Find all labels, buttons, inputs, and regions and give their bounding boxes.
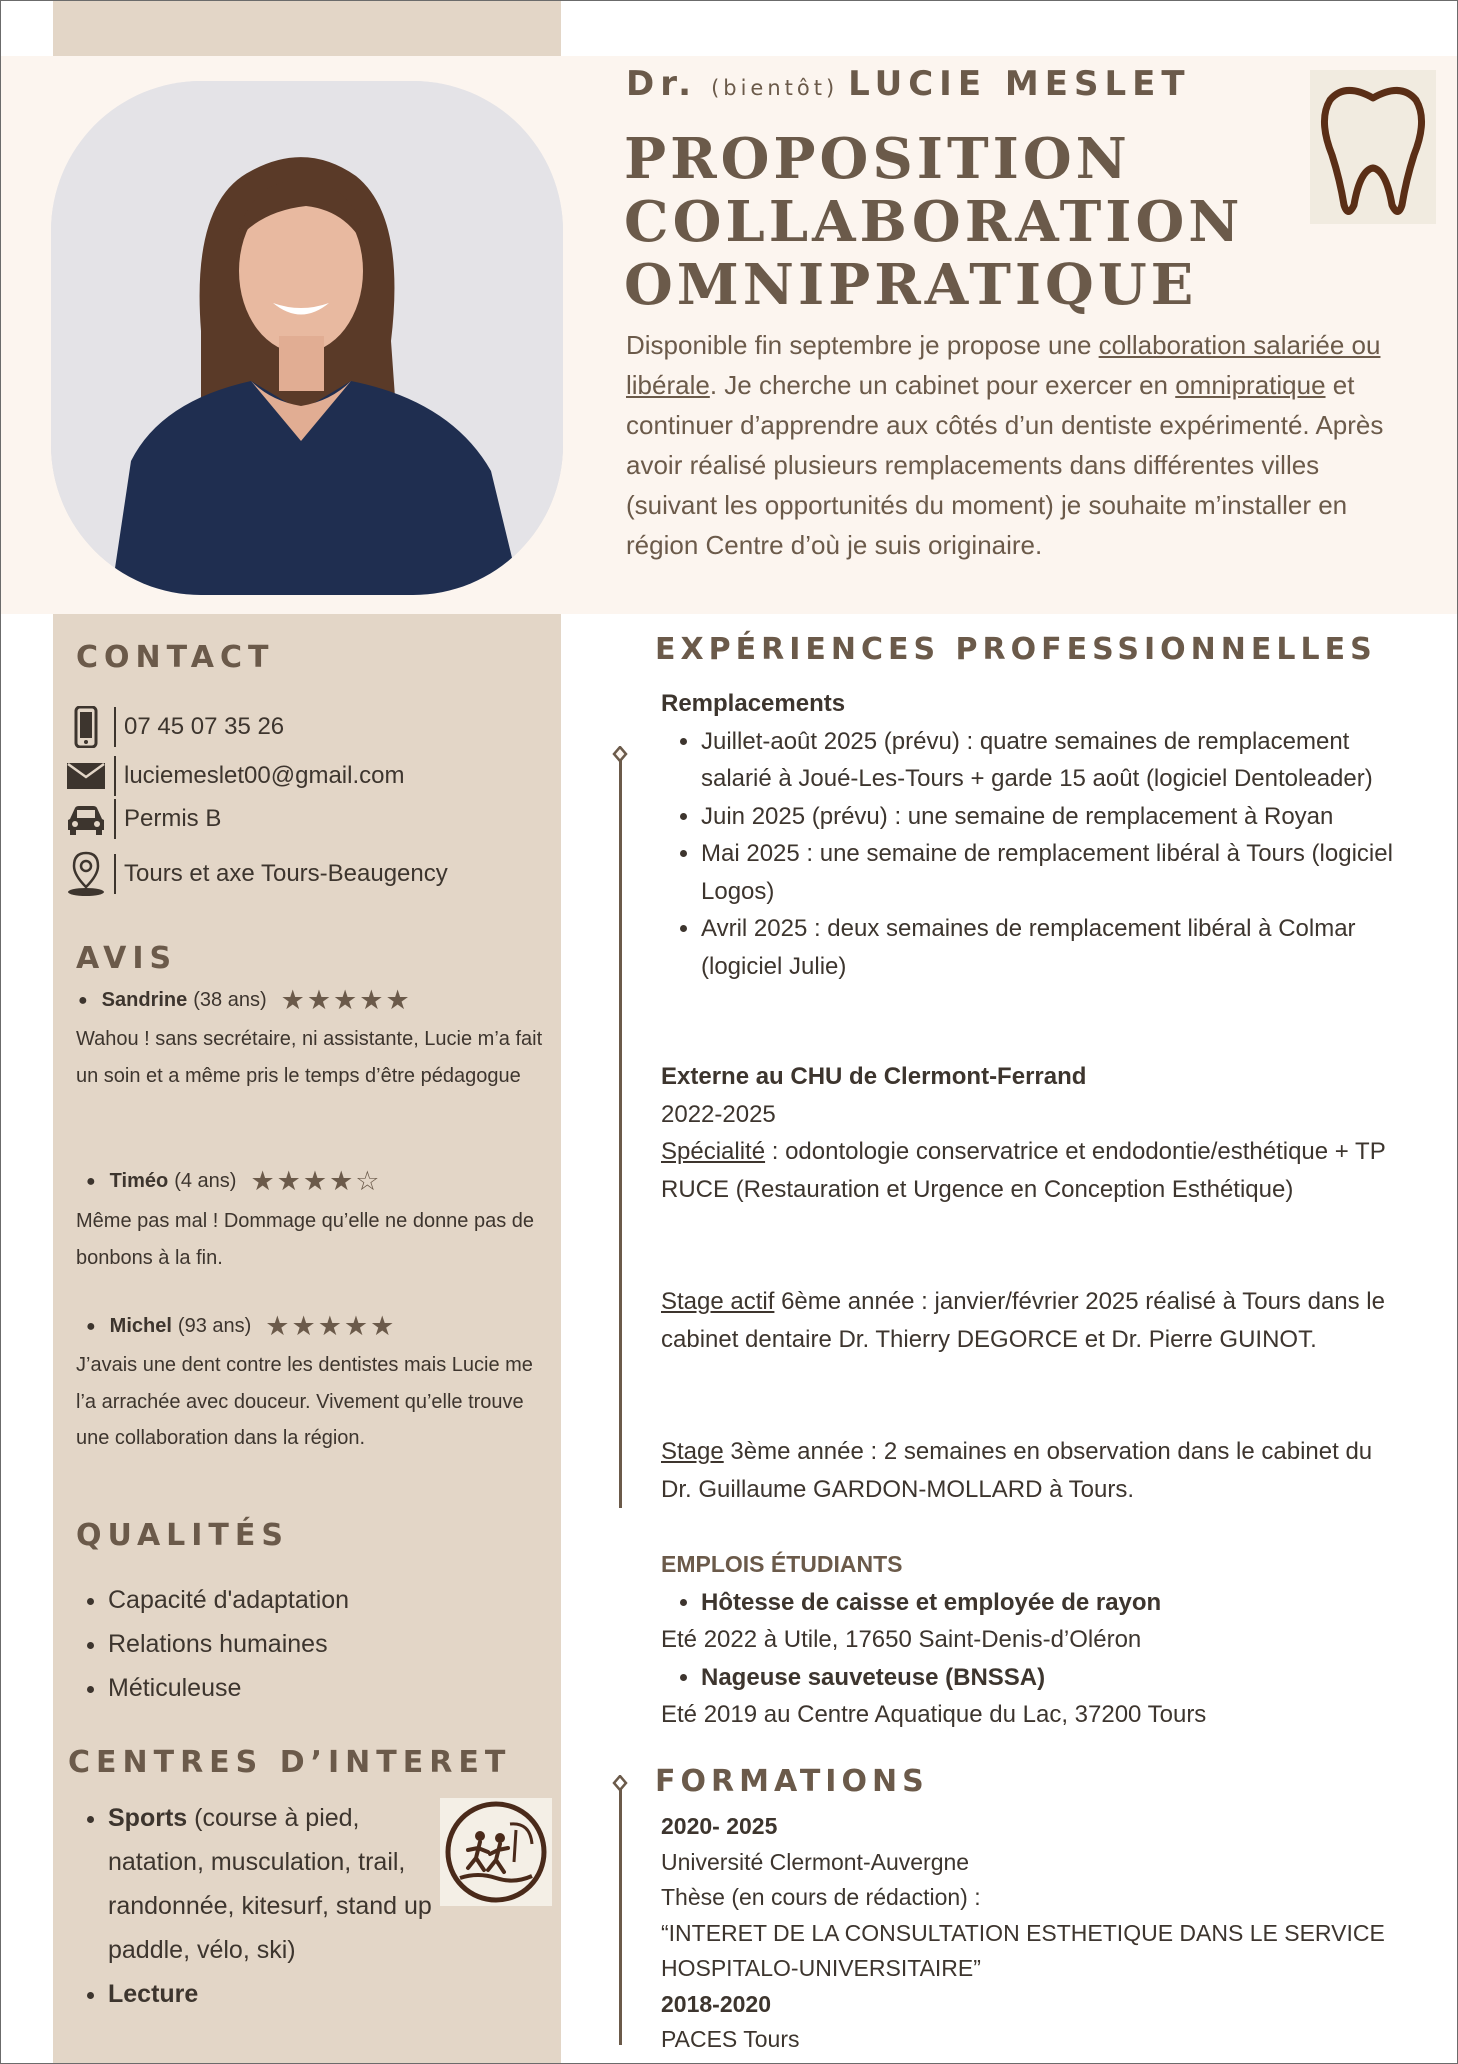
phone-icon bbox=[66, 705, 106, 749]
education-school-1: Université Clermont-Auvergne bbox=[661, 1848, 970, 1875]
list-item: • Mai 2025 : une semaine de remplacement libéral à Tours (logiciel Logos) bbox=[701, 835, 1401, 910]
specialty-detail: : odontologie conservatrice et endodontie/esthétique + TP RUCE (Restauration et Urgence en Conception Esthétique) bbox=[661, 1138, 1386, 1203]
contact-email-row bbox=[66, 753, 404, 799]
reviewer-age: (4 ans) bbox=[174, 1170, 237, 1192]
tooth-icon bbox=[1310, 70, 1436, 224]
rating-stars: ★★★★☆ bbox=[250, 1166, 382, 1196]
replacements-section bbox=[661, 685, 1401, 985]
list-item: • Capacité d'adaptation bbox=[108, 1578, 349, 1622]
interests-heading: CENTRES D’INTERET bbox=[68, 1745, 512, 1780]
chu-title: Externe au CHU de Clermont-Ferrand bbox=[661, 1063, 1087, 1090]
doctor-name bbox=[626, 64, 1191, 104]
review-header-1: ● Sandrine (38 ans) ★★★★★ bbox=[78, 985, 412, 1015]
profile-photo bbox=[51, 81, 563, 595]
location-text: Tours et axe Tours-Beaugency bbox=[124, 860, 448, 887]
contact-heading: CONTACT bbox=[76, 640, 275, 675]
sports-detail: (course à pied, natation, musculation, trail, randonnée, kitesurf, stand up paddle, vélo, ski) bbox=[108, 1804, 432, 1964]
list-item: • Relations humaines bbox=[108, 1622, 349, 1666]
mail-icon bbox=[66, 754, 106, 798]
reviewer-age: (93 ans) bbox=[177, 1315, 252, 1337]
review-text-1: Wahou ! sans secrétaire, ni assistante, Lucie m’a fait un soin et a même pris le temps d’être pédagogue bbox=[76, 1028, 543, 1087]
experience-heading: EXPÉRIENCES PROFESSIONNELLES bbox=[655, 632, 1377, 667]
specialty-text bbox=[661, 1133, 1401, 1208]
timeline-marker-icon bbox=[612, 1775, 628, 1791]
email-address: luciemeslet00@gmail.com bbox=[124, 762, 405, 789]
stage-actif-label: Stage actif bbox=[661, 1288, 775, 1315]
rating-stars: ★★★★★ bbox=[265, 1311, 397, 1341]
qualities-list bbox=[76, 1578, 349, 1710]
job2-detail: Eté 2019 au Centre Aquatique du Lac, 37200 Tours bbox=[661, 1701, 1207, 1728]
job1-title: Hôtesse de caisse et employée de rayon bbox=[701, 1588, 1162, 1616]
list-item: • Juillet-août 2025 (prévu) : quatre semaines de remplacement salarié à Joué-Les-Tours + garde 15 août (logiciel Dentoleader) bbox=[701, 723, 1401, 798]
reviewer-age: (38 ans) bbox=[193, 989, 267, 1011]
contact-phone-row bbox=[66, 704, 284, 750]
stage-actif-detail: 6ème année : janvier/février 2025 réalisé à Tours dans le cabinet dentaire Dr. Thierry DEGORCE et Dr. Pierre GUINOT. bbox=[661, 1288, 1385, 1353]
reviews-heading: AVIS bbox=[76, 941, 178, 976]
intro-paragraph bbox=[626, 325, 1396, 565]
title-line-2: COLLABORATION bbox=[624, 189, 1244, 255]
title-line-3: OMNIPRATIQUE bbox=[624, 252, 1198, 318]
intro-highlight-omnipratique: omnipratique bbox=[1175, 370, 1326, 400]
list-item: • Avril 2025 : deux semaines de remplacement libéral à Colmar (logiciel Julie) bbox=[701, 910, 1401, 985]
full-name: LUCIE MESLET bbox=[848, 64, 1191, 104]
intro-text-2: . Je cherche un cabinet pour exercer en bbox=[709, 370, 1176, 400]
review-text-2: Même pas mal ! Dommage qu’elle ne donne pas de bonbons à la fin. bbox=[76, 1210, 535, 1269]
education-heading: FORMATIONS bbox=[655, 1764, 929, 1799]
phone-number: 07 45 07 35 26 bbox=[124, 713, 285, 740]
replacements-list bbox=[661, 723, 1401, 986]
student-jobs-title: EMPLOIS ÉTUDIANTS bbox=[661, 1551, 903, 1577]
intro-text-1: Disponible fin septembre je propose une bbox=[626, 330, 1099, 360]
thesis-label: Thèse (en cours de rédaction) : bbox=[661, 1884, 981, 1910]
sports-label: Sports bbox=[108, 1804, 188, 1832]
soon-label: (bientôt) bbox=[711, 76, 839, 100]
rating-stars: ★★★★★ bbox=[280, 985, 412, 1015]
intro-text-3: et continuer d’apprendre aux côtés d’un dentiste expérimenté. Après avoir réalisé plusieurs remplacements dans différentes villes (suivant les opportunités du moment) je souhaite m’installer en région Centre d’où je suis originaire. bbox=[626, 370, 1384, 560]
contact-separator bbox=[114, 756, 116, 796]
education-timeline bbox=[619, 1783, 622, 2045]
replacements-title: Remplacements bbox=[661, 690, 846, 717]
car-icon bbox=[66, 797, 106, 841]
stage-actif-section bbox=[661, 1283, 1401, 1358]
student-jobs-section bbox=[661, 1546, 1401, 1734]
education-period-2: 2018-2020 bbox=[661, 1990, 771, 2017]
reviewer-name: Michel bbox=[109, 1315, 172, 1337]
experience-timeline bbox=[619, 753, 622, 1508]
sports-logo-icon bbox=[440, 1798, 552, 1906]
reading-label: Lecture bbox=[108, 1980, 199, 2008]
list-item: • Méticuleuse bbox=[108, 1666, 349, 1710]
driving-license: Permis B bbox=[124, 805, 222, 832]
qualities-heading: QUALITÉS bbox=[76, 1518, 289, 1553]
education-school-2: PACES Tours bbox=[661, 2026, 800, 2052]
stage-section bbox=[661, 1433, 1401, 1508]
review-text-3: J’avais une dent contre les dentistes mais Lucie me l’a arrachée avec douceur. Vivement qu’elle trouve une collaboration dans la région. bbox=[76, 1354, 533, 1449]
list-item bbox=[701, 1584, 1401, 1622]
dr-prefix: Dr. bbox=[626, 64, 698, 104]
education-section bbox=[661, 1809, 1401, 2058]
contact-license-row bbox=[66, 796, 221, 842]
contact-separator bbox=[114, 707, 116, 747]
reviewer-name: Sandrine bbox=[101, 989, 188, 1011]
education-period-1: 2020- 2025 bbox=[661, 1813, 778, 1839]
title-line-1: PROPOSITION bbox=[624, 126, 1131, 192]
intro-highlight-collaboration: collaboration salariée ou libérale bbox=[626, 330, 1381, 400]
reviewer-name: Timéo bbox=[109, 1170, 169, 1192]
contact-separator bbox=[114, 854, 116, 894]
list-item bbox=[108, 1972, 438, 2016]
review-header-3: ● Michel (93 ans) ★★★★★ bbox=[86, 1311, 397, 1341]
page-title bbox=[624, 128, 1243, 317]
thesis-title: “INTERET DE LA CONSULTATION ESTHETIQUE DANS LE SERVICE HOSPITALO-UNIVERSITAIRE” bbox=[661, 1919, 1385, 1981]
sidebar-top-strip bbox=[53, 0, 561, 56]
list-item bbox=[108, 1796, 438, 1972]
specialty-label: Spécialité bbox=[661, 1138, 766, 1165]
timeline-marker-icon bbox=[612, 746, 628, 762]
contact-separator bbox=[114, 799, 116, 839]
stage-label: Stage bbox=[661, 1438, 724, 1465]
location-pin-icon bbox=[66, 852, 106, 896]
chu-section bbox=[661, 1058, 1401, 1208]
interests-list bbox=[76, 1796, 438, 2016]
review-header-2: ● Timéo (4 ans) ★★★★☆ bbox=[86, 1166, 382, 1196]
stage-detail: 3ème année : 2 semaines en observation dans le cabinet du Dr. Guillaume GARDON-MOLLARD à Tours. bbox=[661, 1438, 1373, 1503]
job1-detail: Eté 2022 à Utile, 17650 Saint-Denis-d’Oléron bbox=[661, 1626, 1142, 1653]
contact-location-row bbox=[66, 851, 448, 897]
job2-title: Nageuse sauveteuse (BNSSA) bbox=[701, 1663, 1046, 1691]
chu-years: 2022-2025 bbox=[661, 1100, 776, 1128]
list-item: • Juin 2025 (prévu) : une semaine de remplacement à Royan bbox=[701, 798, 1401, 836]
list-item bbox=[701, 1659, 1401, 1697]
